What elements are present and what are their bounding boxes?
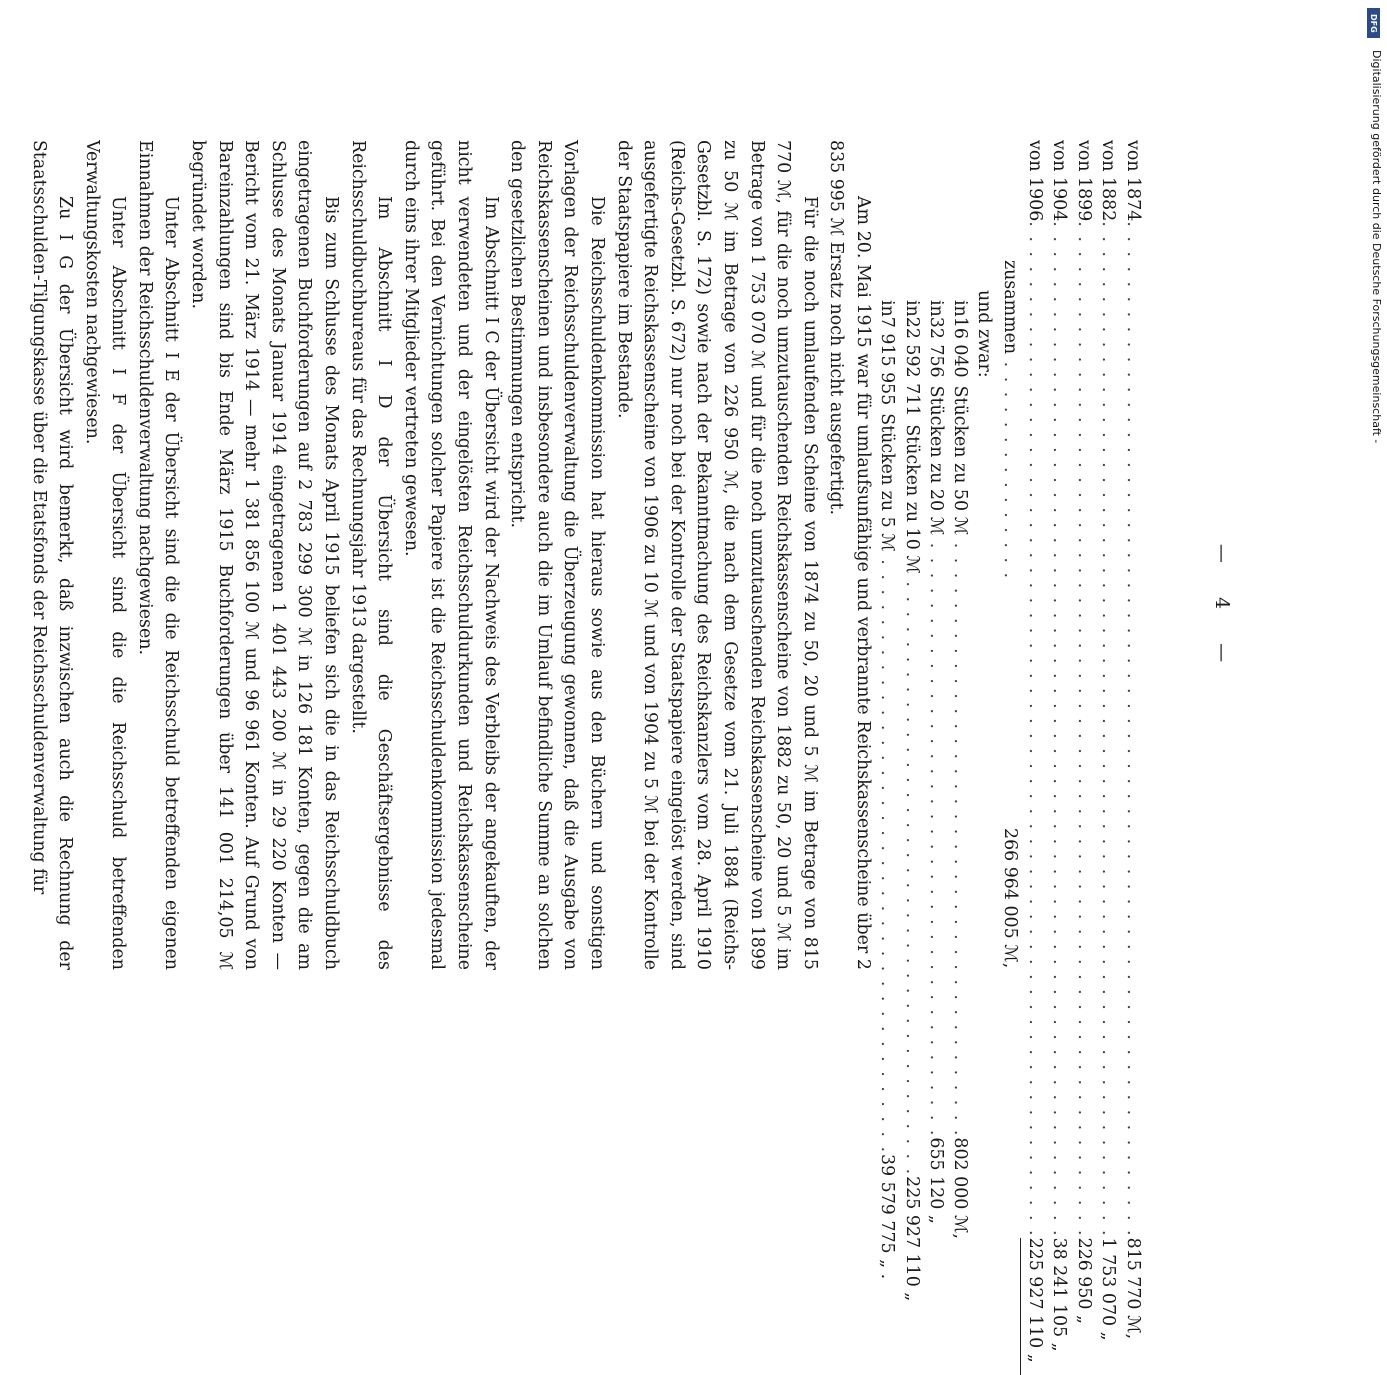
amount-row xyxy=(1073,140,1098,1325)
paragraph: Unter Abschnitt I F der Übersicht sind die die Reichsschuld betreffenden Verwaltungskosten nachgewiesen. xyxy=(81,140,129,970)
paragraph: Im Abschnitt I C der Übersicht wird der Nachweis des Verbleibs der angekauften, der nicht verwendeten und der eingelösten Reichsschuldurkunden und Reichskassenscheine geführt. Bei den Vernichtungen solcher Papiere ist die Reichsschuldenkommission jedesmal durch eins ihrer Mitglieder vertreten gewesen. xyxy=(400,140,501,970)
pieces-value: 655 120 „ xyxy=(926,1137,947,1224)
leader-dots: . . . . . . . . . . . . . . . . . . . . . . . . . . . . . . . . . . . . . . . . xyxy=(950,535,971,1138)
amount-label: von 1906 xyxy=(1025,140,1045,222)
pieces-text: Stücken zu 10 ℳ xyxy=(901,424,922,574)
pieces-count: 22 592 711 xyxy=(901,316,922,417)
amount-label: von 1904 xyxy=(1049,140,1070,222)
pieces-prefix: in xyxy=(877,300,898,317)
sum-row xyxy=(998,140,1024,970)
pieces-row xyxy=(925,140,949,1224)
pieces-row xyxy=(876,140,900,1280)
amount-row xyxy=(1048,140,1073,1352)
pieces-value: 225 927 110 „ xyxy=(901,1176,922,1302)
amount-list xyxy=(1024,140,1147,1363)
leader-dots: . . . . . . . . . . . . . . . . . . . . . . . . . . . . . . . . . . . . . . . . . . . . . . . . . . . . . . . . . . . . . . . . . . . . xyxy=(1123,221,1143,1238)
amount-value: 1 753 070 „ xyxy=(1098,1237,1119,1341)
pieces-row xyxy=(949,140,973,1239)
pieces-value: 802 000 ℳ, xyxy=(950,1137,971,1239)
pieces-count: 7 915 955 xyxy=(877,316,898,406)
leader-dots: . . . . . . . . . . . . . . . . . . . . . . . . . . . . . . . . . . . . . . . . xyxy=(901,573,922,1177)
paragraph: Für die noch umlaufenden Scheine von 1874 zu 50, 20 und 5 ℳ im Betrage von 815 770 ℳ, für die noch umzutauschenden Reichskassenscheine von 1882 zu 50, 20 und 5 ℳ im Betrage von 1 753 070 ℳ und für die noch umzutauschenden Reichskassenscheine von 1899 zu 50 ℳ im Betrage von 226 950 ℳ, die nach dem Gesetze vom 21. Juli 1884 (Reichs-Gesetzbl. S. 172) sowie nach der Bekanntmachung des Reichskanzlers vom 28. April 1910 (Reichs-Gesetzbl. S. 672) nur noch bei der Kontrolle der Staatspapiere eingelöst werden, sind ausgefertigte Reichskassenscheine von 1906 zu 10 ℳ und von 1904 zu 5 ℳ bei der Kontrolle der Staatspapiere im Bestande. xyxy=(613,140,820,970)
amount-label: von 1874 xyxy=(1123,140,1143,222)
pieces-prefix: in xyxy=(926,300,947,317)
watermark xyxy=(1365,8,1387,998)
pieces-value: 39 579 775 „ . xyxy=(877,1154,898,1280)
amount-value: 815 770 ℳ, xyxy=(1123,1237,1143,1340)
leader-dots: . . . . . . . . . . . . . . . xyxy=(1000,354,1021,580)
paragraph: Am 20. Mai 1915 war für umlaufsunfähige und verbrannte Reichskassenscheine über 2 835 995 ℳ Ersatz noch nicht ausgefertigt. xyxy=(826,140,873,970)
amount-row xyxy=(1024,140,1049,1363)
paragraph: Die Reichsschuldenkommission hat hieraus sowie aus den Büchern und sonstigen Vorlagen der Reichsschuldenverwaltung die Überzeugung gewonnen, daß die Ausgabe von Reichskassenscheinen und insbesondere auch die im Umlauf befindliche Summe an solchen den gesetzlichen Bestimmungen entspricht. xyxy=(507,140,607,970)
pieces-text: Stücken zu 5 ℳ xyxy=(877,413,898,552)
leader-dots: . . . . . . . . . . . . . . . . . . . . . . . . . . . . . . . . . . . . . . . . . . . . . . . . . . . . . . . . . . . . . . . . . . . . xyxy=(1025,221,1045,1238)
list-intro: und zwar: xyxy=(974,290,995,378)
amount-value: 226 950 „ xyxy=(1074,1237,1094,1325)
sum-label: zusammen xyxy=(1000,260,1021,355)
leader-dots: . . . . . . . . . . . . . . . . . . . . . . . . . . . . . . . . . . . . . . . . . . . . . . . . . . . . . . . . . . . . . . . . . . . . xyxy=(1098,221,1119,1238)
leader-dots: . . . . . . . . . . . . . . . . . . . . . . . . . . . . . . . . . . . . . . . . xyxy=(926,535,947,1138)
amount-row xyxy=(1097,140,1122,1341)
page-number: — 4 — xyxy=(1211,543,1233,677)
leader-dots: . . . . . . . . . . . . . . . . . . . . . . . . . . . . . . . . . . . . . . . . . . . . . . . . . . . . . . . . . . . . . . . . . . . . xyxy=(1049,221,1070,1238)
pieces-count: 16 040 xyxy=(950,316,971,378)
pieces-count: 32 756 xyxy=(926,316,947,378)
pieces-prefix: in xyxy=(950,300,971,317)
pieces-prefix: in xyxy=(901,300,922,317)
document-page xyxy=(28,140,1248,1363)
pieces-row xyxy=(900,140,924,1302)
sum-value: 266 964 005 ℳ, xyxy=(1000,828,1021,969)
paragraph: Unter Abschnitt I E der Übersicht sind die die Reichsschuld betreffenden eigenen Einnahmen der Reichsschuldenverwaltung nachgewiesen. xyxy=(134,140,182,970)
leader-dots: . . . . . . . . . . . . . . . . . . . . . . . . . . . . . . . . . . . . . . . . xyxy=(877,551,898,1155)
paragraph: Im Abschnitt I D der Übersicht sind die Geschäftsergebnisse des Reichsschuldbuchbureaus für das Rechnungsjahr 1913 dargestellt. xyxy=(347,140,395,970)
amount-value: 38 241 105 „ xyxy=(1049,1237,1070,1352)
pieces-text: Stücken zu 50 ℳ xyxy=(950,385,971,536)
paragraph: Bis zum Schlusse des Monats April 1915 beliefen sich die in das Reichsschuldbuch eingetragenen Buchforderungen auf 2 783 299 300 ℳ in 126 181 Konten, gegen die am Schlusse des Monats Januar 1914 eingetragenen 1 401 443 200 ℳ in 29 220 Konten — Bericht vom 21. März 1914 — mehr 1 381 856 100 ℳ und 96 961 Konten. Auf Grund von Bareinzahlungen sind bis Ende März 1915 Buchforderungen über 141 001 214,05 ℳ begründet worden. xyxy=(188,140,342,970)
dfg-logo: DFG xyxy=(1367,8,1380,38)
amount-label: von 1882 xyxy=(1098,140,1119,222)
pieces-list xyxy=(876,140,974,1302)
leader-dots: . . . . . . . . . . . . . . . . . . . . . . . . . . . . . . . . . . . . . . . . . . . . . . . . . . . . . . . . . . . . . . . . . . . . xyxy=(1074,221,1094,1238)
amount-value: 225 927 110 „ xyxy=(1020,1238,1048,1375)
amount-label: von 1899 xyxy=(1074,140,1094,222)
paragraph: Zu I G der Übersicht wird bemerkt, daß inzwischen auch die Rechnung der Staatsschulden-Tilgungskasse über die Etatsfonds der Reichsschuldenverwaltung für xyxy=(28,140,76,970)
amount-row xyxy=(1122,140,1147,1340)
watermark-text: Digitalisierung gefördert durch die Deutsche Forschungsgemeinschaft - xyxy=(1370,50,1383,444)
pieces-text: Stücken zu 20 ℳ xyxy=(926,385,947,536)
